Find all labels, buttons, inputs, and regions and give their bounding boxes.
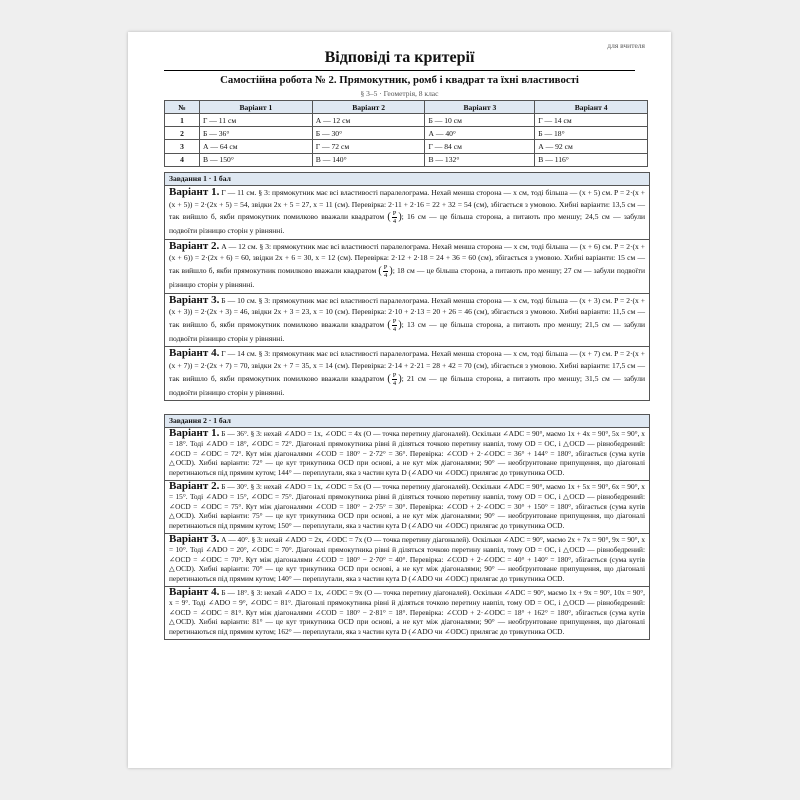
- table-cell: Б — 36°: [200, 127, 313, 140]
- task-2-section: [164, 414, 650, 640]
- task-1-variant-2: Варіант 2. А — 12 см. § 3: прямокутник має всі властивості паралелограма. Нехай менша сторона — x см, тоді більша — (x + 6) см. P = 2·(x + (x + 6)) = 2·(2x + 6) = 60, звідки 2x + 6 = 30, x = 12 (см). Перевірка: 2·12 + 2·18 = 24 + 36 = 60 (см), збігається з умовою. Хибні варіанти: 15 см — так вийшло б, якби прямокутник помилково вважали квадратом ( $\frac{P}{4}$ ); 18 см — це більша сторона, а питають про меншу; 27 см — забули подвоїти різницю сторін у рівнянні.: [165, 240, 649, 294]
- answers-header-variant-2: Варіант 2: [312, 101, 425, 114]
- variant-label: Варіант 4.: [169, 347, 220, 360]
- variant-label: Варіант 2.: [169, 479, 220, 492]
- variant-label: Варіант 1.: [169, 186, 220, 198]
- answers-table: [164, 100, 648, 167]
- table-cell: Г — 72 см: [312, 140, 425, 153]
- table-cell: 2: [165, 127, 200, 140]
- variant-text: А — 40°. § 3: нехай ∠ADO = 2x, ∠ODC = 7x (O — точка перетину діагоналей). Оскільки ∠ADC = 90°, маємо 2x + 7x = 90°, 9x = 90°, x = 10°. Тоді ∠ADO = 20°, ∠ODC = 70°. Діагоналі прямокутника рівні й діляться точкою перетину навпіл, тому OD = OC, і △OCD — рівнобедрений: ∠OCD = ∠ODC = 70°. Кут між діагоналями ∠COD = 180° − 2·70° = 40°. Перевірка: ∠COD + 2·∠ODC = 40° + 140° = 180°, збігається (сума кутів △OCD). Хибні варіанти: 70° — це кут трикутника OCD при основі, а не кут між діагоналями; 90° — необґрунтоване припущення, що діагоналі перетинаються під прямим кутом; 140° — переплутали, яка з частин кута D (∠ADO чи ∠ODC) прилягає до трикутника OCD.: [169, 534, 645, 584]
- table-cell: В — 140°: [312, 153, 425, 166]
- variant-label: Варіант 1.: [169, 427, 220, 439]
- variant-text: Г — 11 см. § 3: прямокутник має всі властивості паралелограма. Нехай менша сторона — x см, тоді більша — (x + 5) см. P = 2·(x + (x + 5)) = 2·(2x + 5) = 54, звідки 2x + 5 = 27, x = 11 (см). Перевірка: 2·11 + 2·16 = 22 + 32 = 54 (см), збігається з умовою. Хибні варіанти: 13,5 см — так вийшло б, якби прямокутник помилково вважали квадратом: [169, 188, 645, 222]
- table-cell: А — 92 см: [535, 140, 648, 153]
- table-cell: Б — 18°: [535, 127, 648, 140]
- task-1-header: Завдання 1 · 1 бал: [165, 173, 649, 186]
- table-cell: Г — 84 см: [425, 140, 535, 153]
- answers-header-variant-3: Варіант 3: [425, 101, 535, 114]
- task-2-variant-2: [165, 481, 649, 534]
- fraction-p-over-4: $\frac{P}{4}$: [392, 371, 397, 387]
- variant-label: Варіант 3.: [169, 293, 220, 306]
- table-cell: Б — 10 см: [425, 114, 535, 127]
- table-cell: 1: [165, 114, 200, 127]
- table-row: [165, 153, 648, 166]
- task-1-variant-4: Варіант 4. Г — 14 см. § 3: прямокутник має всі властивості паралелограма. Нехай менша сторона — x см, тоді більша — (x + 7) см. P = 2·(x + (x + 7)) = 2·(2x + 7) = 70, звідки 2x + 7 = 35, x = 14 (см). Перевірка: 2·14 + 2·21 = 28 + 42 = 70 (см), збігається з умовою. Хибні варіанти: 17,5 см — так вийшло б, якби прямокутник помилково вважали квадратом ( $\frac{P}{4}$ ); 21 см — це більша сторона, а питають про меншу; 31,5 см — забули подвоїти різницю сторін у рівнянні.: [169, 347, 645, 397]
- variant-text: А — 12 см. § 3: прямокутник має всі властивості паралелограма. Нехай менша сторона — x см, тоді більша — (x + 6) см. P = 2·(x + (x + 6)) = 2·(2x + 6) = 60, звідки 2x + 6 = 30, x = 12 (см). Перевірка: 2·12 + 2·18 = 24 + 36 = 60 (см), збігається з умовою. Хибні варіанти: 15 см — так вийшло б, якби прямокутник помилково вважали квадратом: [169, 241, 645, 276]
- variant-text: Г — 14 см. § 3: прямокутник має всі властивості паралелограма. Нехай менша сторона — x см, тоді більша — (x + 7) см. P = 2·(x + (x + 7)) = 2·(2x + 7) = 70, звідки 2x + 7 = 35, x = 14 (см). Перевірка: 2·14 + 2·21 = 28 + 42 = 70 (см), збігається з умовою. Хибні варіанти: 17,5 см — так вийшло б, якби прямокутник помилково вважали квадратом: [169, 349, 645, 383]
- table-row: [165, 114, 648, 127]
- task-2-variant-4: [165, 587, 649, 639]
- answers-header-variant-1: Варіант 1: [200, 101, 313, 114]
- audience-tag: для вчителя: [607, 41, 645, 50]
- variant-text: Б — 18°. § 3: нехай ∠ADO = 1x, ∠ODC = 9x (O — точка перетину діагоналей). Оскільки ∠ADC = 90°, маємо 1x + 9x = 90°, 10x = 90°, x = 9°. Тоді ∠ADO = 9°, ∠ODC = 81°. Діагоналі прямокутника рівні й діляться точкою перетину навпіл, тому OD = OC, і △OCD — рівнобедрений: ∠OCD = ∠ODC = 81°. Кут між діагоналями ∠COD = 180° − 2·81° = 18°. Перевірка: ∠COD + 2·∠ODC = 18° + 162° = 180°, збігається (сума кутів △OCD). Хибні варіанти: 81° — це кут трикутника OCD при основі, а не кут між діагоналями; 90° — необґрунтоване припущення, що діагоналі перетинаються під прямим кутом; 162° — переплутали, яка з частин кута D (∠ADO чи ∠ODC) прилягає до трикутника OCD.: [169, 587, 645, 637]
- variant-text: Б — 10 см. § 3: прямокутник має всі властивості паралелограма. Нехай менша сторона — x см, тоді більша — (x + 3) см. P = 2·(x + (x + 3)) = 2·(2x + 3) = 46, звідки 2x + 3 = 23, x = 10 (см). Перевірка: 2·10 + 2·13 = 20 + 26 = 46 (см), збігається з умовою. Хибні варіанти: 11,5 см — так вийшло б, якби прямокутник помилково вважали квадратом: [169, 295, 645, 329]
- table-cell: В — 116°: [535, 153, 648, 166]
- answers-header-row: [165, 101, 648, 114]
- fraction-p-over-4: $\frac{P}{4}$: [392, 317, 397, 333]
- variant-text: Б — 30°. § 3: нехай ∠ADO = 1x, ∠ODC = 5x (O — точка перетину діагоналей). Оскільки ∠ADC = 90°, маємо 1x + 5x = 90°, 6x = 90°, x = 15°. Тоді ∠ADO = 15°, ∠ODC = 75°. Діагоналі прямокутника рівні й діляться точкою перетину навпіл, тому OD = OC, і △OCD — рівнобедрений: ∠OCD = ∠ODC = 75°. Кут між діагоналями ∠COD = 180° − 2·75° = 30°. Перевірка: ∠COD + 2·∠ODC = 30° + 150° = 180°, збігається (сума кутів △OCD). Хибні варіанти: 75° — це кут трикутника OCD при основі, а не кут між діагоналями; 90° — необґрунтоване припущення, що діагоналі перетинаються під прямим кутом; 150° — переплутали, яка з частин кута D (∠ADO чи ∠ODC) прилягає до трикутника OCD.: [169, 481, 645, 531]
- answers-header-variant-4: Варіант 4: [535, 101, 648, 114]
- fraction-p-over-4: $\frac{P}{4}$: [383, 263, 388, 279]
- fraction-p-over-4: $\frac{P}{4}$: [392, 210, 397, 226]
- task-2-header: Завдання 2 · 1 бал: [165, 415, 649, 428]
- variant-label: Варіант 2.: [169, 239, 220, 252]
- variant-text: ; 18 см — це більша сторона, а питають про меншу; 27 см — забули подвоїти різницю сторін у рівнянні.: [169, 266, 645, 289]
- table-cell: 4: [165, 153, 200, 166]
- task-1-variant-1: Варіант 1. Г — 11 см. § 3: прямокутник має всі властивості паралелограма. Нехай менша сторона — x см, тоді більша — (x + 5) см. P = 2·(x + (x + 5)) = 2·(2x + 5) = 54, звідки 2x + 5 = 27, x = 11 (см). Перевірка: 2·11 + 2·16 = 22 + 32 = 54 (см), збігається з умовою. Хибні варіанти: 13,5 см — так вийшло б, якби прямокутник помилково вважали квадратом ( $\frac{P}{4}$ ); 16 см — це більша сторона, а питають про меншу; 24,5 см — забули подвоїти різницю сторін у рівнянні.: [165, 186, 649, 240]
- variant-text: ; 16 см — це більша сторона, а питають про меншу; 24,5 см — забули подвоїти різницю сторін у рівнянні.: [169, 212, 645, 236]
- page-subtitle: Самостійна робота № 2. Прямокутник, ромб і квадрат та їхні властивості: [220, 74, 579, 86]
- page-title: Відповіді та критерії: [324, 49, 475, 66]
- task-2-variant-3: [165, 534, 649, 587]
- table-cell: 3: [165, 140, 200, 153]
- variant-text: ; 21 см — це більша сторона, а питають про меншу; 31,5 см — забули подвоїти різницю сторін у рівнянні.: [169, 373, 645, 397]
- variant-label: Варіант 4.: [169, 585, 220, 598]
- task-1-section: [164, 172, 650, 401]
- document-page: [128, 32, 671, 768]
- table-cell: В — 150°: [200, 153, 313, 166]
- page-meta: § 3–5 · Геометрія, 8 клас: [360, 89, 439, 98]
- table-cell: А — 12 см: [312, 114, 425, 127]
- variant-text: Б — 36°. § 3: нехай ∠ADO = 1x, ∠ODC = 4x (O — точка перетину діагоналей). Оскільки ∠ADC = 90°, маємо 1x + 4x = 90°, 5x = 90°, x = 18°. Тоді ∠ADO = 18°, ∠ODC = 72°. Діагоналі прямокутника рівні й діляться точкою перетину навпіл, тому OD = OC, і △OCD — рівнобедрений: ∠OCD = ∠ODC = 72°. Кут між діагоналями ∠COD = 180° − 2·72° = 36°. Перевірка: ∠COD + 2·∠ODC = 36° + 144° = 180°, збігається (сума кутів △OCD). Хибні варіанти: 72° — це кут трикутника OCD при основі, а не кут між діагоналями; 90° — необґрунтоване припущення, що діагоналі перетинаються під прямим кутом; 144° — переплутали, яка з частин кута D (∠ADO чи ∠ODC) прилягає до трикутника OCD.: [169, 429, 645, 478]
- table-cell: В — 132°: [425, 153, 535, 166]
- task-2-variant-1: [165, 428, 649, 481]
- variant-text: ; 13 см — це більша сторона, а питають про меншу; 21,5 см — забули подвоїти різницю сторін у рівнянні.: [169, 319, 645, 343]
- table-cell: А — 64 см: [200, 140, 313, 153]
- table-cell: Г — 11 см: [200, 114, 313, 127]
- variant-label: Варіант 3.: [169, 532, 220, 545]
- title-divider: [164, 70, 635, 71]
- table-row: [165, 140, 648, 153]
- table-cell: Г — 14 см: [535, 114, 648, 127]
- table-cell: Б — 30°: [312, 127, 425, 140]
- answers-header-number: №: [165, 101, 200, 114]
- table-row: [165, 127, 648, 140]
- task-1-variant-3: Варіант 3. Б — 10 см. § 3: прямокутник має всі властивості паралелограма. Нехай менша сторона — x см, тоді більша — (x + 3) см. P = 2·(x + (x + 3)) = 2·(2x + 3) = 46, звідки 2x + 3 = 23, x = 10 (см). Перевірка: 2·10 + 2·13 = 20 + 26 = 46 (см), збігається з умовою. Хибні варіанти: 11,5 см — так вийшло б, якби прямокутник помилково вважали квадратом ( $\frac{P}{4}$ ); 13 см — це більша сторона, а питають про меншу; 21,5 см — забули подвоїти різницю сторін у рівнянні.: [165, 294, 649, 348]
- table-cell: А — 40°: [425, 127, 535, 140]
